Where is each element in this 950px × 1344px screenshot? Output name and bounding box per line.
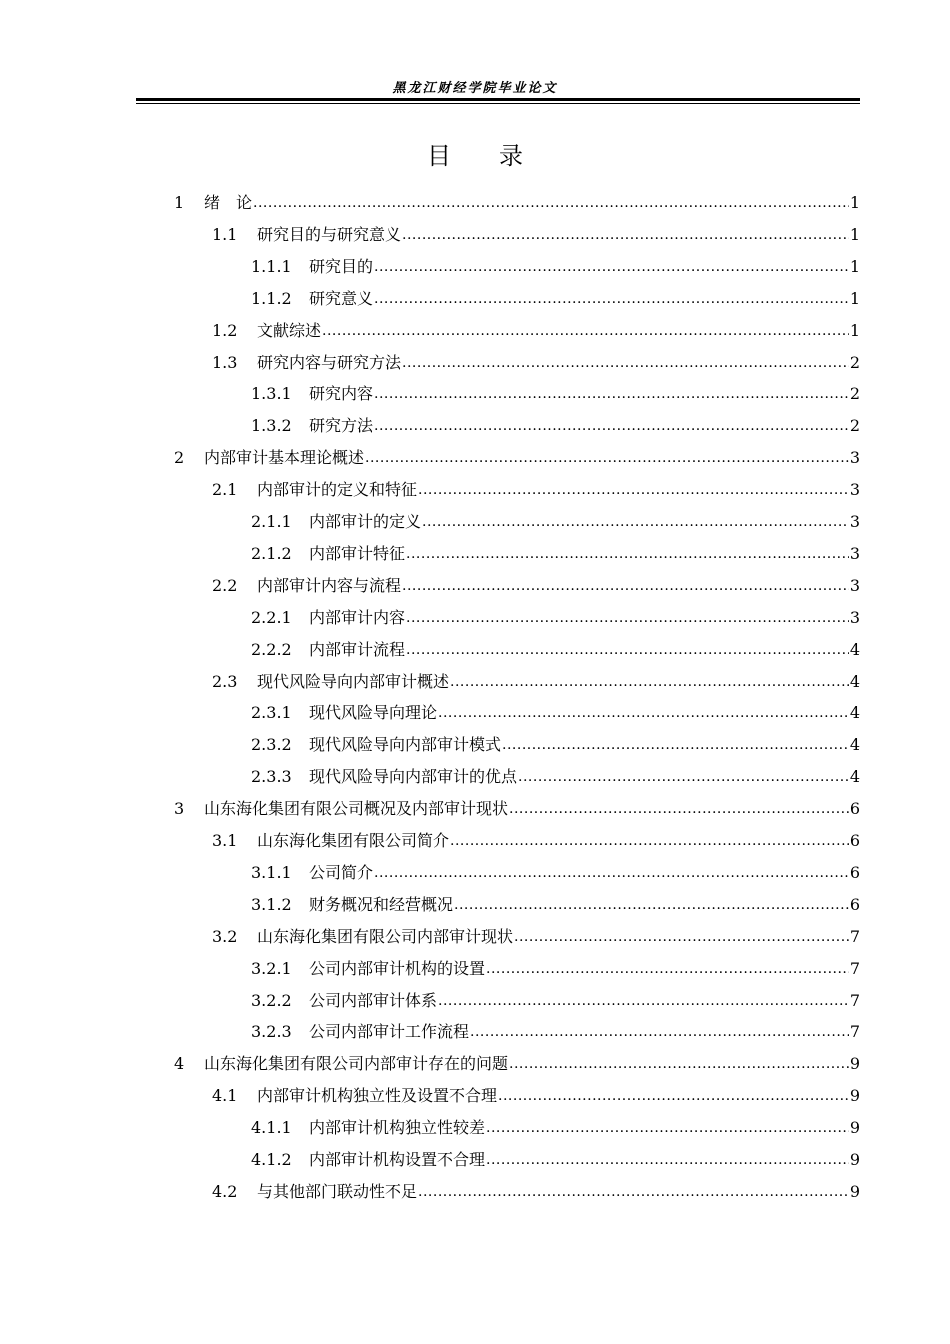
toc-entry[interactable]	[174, 793, 860, 825]
toc-leader-dots	[406, 538, 849, 570]
toc-entry-number: 3.2.3	[251, 1022, 292, 1042]
toc-entry-number: 2.1	[212, 480, 238, 500]
toc-entry-number: 1.3.1	[251, 384, 292, 404]
toc-entry-page: 3	[849, 575, 860, 595]
toc-entry[interactable]	[174, 1048, 860, 1080]
toc-leader-dots	[365, 442, 849, 474]
toc-entry-page: 4	[849, 639, 860, 659]
toc-entry[interactable]	[251, 378, 860, 410]
toc-entry-number: 2	[174, 448, 185, 468]
toc-entry[interactable]	[251, 634, 860, 666]
toc-heading-left: 目	[427, 142, 451, 170]
toc-heading-right: 录	[499, 142, 523, 170]
toc-entry-number: 2.3.1	[251, 703, 292, 723]
toc-entry[interactable]	[212, 570, 860, 602]
toc-entry[interactable]	[251, 1112, 860, 1144]
toc-entry-number: 2.2.1	[251, 607, 292, 627]
toc-entry-title: 内部审计的定义	[309, 512, 422, 531]
toc-entry-page: 2	[849, 352, 860, 372]
toc-entry-title: 公司简介	[309, 862, 374, 882]
toc-entry-page: 4	[849, 703, 860, 723]
toc-entry-number: 2.3.2	[251, 735, 292, 755]
toc-entry[interactable]	[212, 666, 860, 698]
toc-entry-title: 现代风险导向内部审计模式	[309, 735, 502, 755]
toc-entry[interactable]	[251, 410, 860, 442]
toc-entry-page: 9	[849, 1086, 860, 1106]
toc-leader-dots	[418, 1176, 849, 1208]
toc-leader-dots	[374, 410, 849, 442]
toc-entry-number: 3	[174, 799, 185, 819]
toc-entry-number: 4.1.1	[251, 1118, 292, 1138]
toc-leader-dots	[322, 315, 849, 347]
toc-entry-title: 山东海化集团有限公司内部审计存在的问题	[204, 1054, 509, 1074]
toc-entry-number: 3.1.1	[251, 862, 292, 882]
toc-leader-dots	[422, 506, 849, 538]
toc-entry-page: 9	[849, 1150, 860, 1169]
toc-leader-dots	[406, 634, 849, 666]
header-rule-thick	[136, 98, 860, 101]
toc-entry[interactable]	[251, 283, 860, 315]
toc-entry-title: 内部审计特征	[309, 543, 406, 563]
toc-leader-dots	[502, 729, 849, 761]
toc-leader-dots	[402, 219, 849, 251]
toc-leader-dots	[454, 889, 849, 921]
toc-entry-number: 1.3	[212, 352, 238, 372]
toc-entry-number: 1.2	[212, 320, 238, 340]
toc-entry[interactable]	[212, 219, 860, 251]
toc-leader-dots	[509, 1048, 849, 1080]
toc-entry-title: 公司内部审计体系	[309, 990, 438, 1010]
toc-leader-dots	[374, 857, 849, 889]
toc-entry-number: 3.2.2	[251, 990, 292, 1010]
toc-entry-page: 1	[849, 193, 860, 212]
toc-entry-page: 9	[849, 1118, 860, 1138]
toc-entry[interactable]	[251, 602, 860, 634]
toc-leader-dots	[486, 1144, 849, 1176]
toc-leader-dots	[253, 187, 849, 219]
toc-entry-title: 文献综述	[257, 320, 322, 340]
toc-entry-page: 3	[849, 480, 860, 500]
toc-leader-dots	[374, 378, 849, 410]
toc-entry-page: 1	[849, 320, 860, 340]
toc-entry-title: 研究意义	[309, 288, 374, 308]
toc-entry[interactable]	[251, 985, 860, 1017]
toc-entry-page: 7	[849, 1022, 860, 1042]
toc-entry-number: 2.1.1	[251, 512, 292, 531]
toc-leader-dots	[374, 251, 849, 283]
toc-entry-title: 现代风险导向内部审计的优点	[309, 767, 518, 787]
toc-entry-page: 1	[849, 288, 860, 308]
toc-entry-number: 2.2	[212, 575, 238, 595]
toc-entry-number: 1.1.1	[251, 256, 292, 276]
toc-entry-title: 现代风险导向内部审计概述	[257, 671, 450, 691]
toc-entry-title: 山东海化集团有限公司内部审计现状	[257, 926, 514, 946]
toc-entry-page: 6	[849, 831, 860, 850]
toc-entry[interactable]	[251, 506, 860, 538]
toc-entry[interactable]	[212, 1080, 860, 1112]
toc-entry-title: 研究内容与研究方法	[257, 352, 402, 372]
toc-entry-title: 研究目的与研究意义	[257, 224, 402, 244]
toc-entry-title: 内部审计机构独立性及设置不合理	[257, 1086, 498, 1106]
toc-entry-page: 2	[849, 384, 860, 404]
toc-leader-dots	[418, 474, 849, 506]
toc-entry[interactable]	[251, 953, 860, 985]
toc-entry-page: 9	[849, 1054, 860, 1074]
toc-entry-title: 山东海化集团有限公司概况及内部审计现状	[204, 799, 509, 819]
toc-leader-dots	[450, 666, 849, 698]
toc-entry-title: 内部审计基本理论概述	[204, 448, 365, 468]
toc-leader-dots	[514, 921, 849, 953]
toc-heading	[0, 136, 950, 171]
toc-entry-number: 4.1	[212, 1086, 238, 1106]
toc-entry-number: 2.1.2	[251, 543, 292, 563]
toc-entry[interactable]	[251, 857, 860, 889]
toc-leader-dots	[402, 570, 849, 602]
toc-entry-title: 研究方法	[309, 416, 374, 436]
toc-leader-dots	[470, 1016, 849, 1048]
toc-entry-page: 7	[849, 958, 860, 978]
toc-entry[interactable]	[174, 187, 860, 219]
toc-leader-dots	[509, 793, 849, 825]
toc-entry[interactable]	[174, 442, 860, 474]
toc-entry-page: 1	[849, 224, 860, 244]
toc-leader-dots	[498, 1080, 849, 1112]
toc-entry-title: 与其他部门联动性不足	[257, 1181, 418, 1201]
toc-entry-number: 1.3.2	[251, 416, 292, 436]
toc-leader-dots	[486, 1112, 849, 1144]
toc-entry-page: 4	[849, 671, 860, 691]
toc-entry-title: 公司内部审计工作流程	[309, 1022, 470, 1042]
toc-entry[interactable]	[251, 251, 860, 283]
toc-entry[interactable]	[251, 538, 860, 570]
toc-entry-title: 绪 论	[204, 193, 253, 212]
toc-entry[interactable]	[212, 315, 860, 347]
toc-entry-title: 现代风险导向理论	[309, 703, 438, 723]
toc-entry-page: 6	[849, 862, 860, 882]
toc-leader-dots	[406, 602, 849, 634]
toc-entry-page: 3	[849, 512, 860, 531]
header-rule-thin	[136, 103, 860, 104]
toc-entry-number: 1	[174, 193, 185, 212]
toc-entry-page: 4	[849, 767, 860, 787]
toc-entry-title: 内部审计的定义和特征	[257, 480, 418, 500]
toc-entry-page: 6	[849, 799, 860, 819]
toc-entry-title: 内部审计机构独立性较差	[309, 1118, 486, 1138]
toc-entry-number: 3.1	[212, 831, 238, 850]
toc-entry[interactable]	[212, 474, 860, 506]
toc-entry-page: 4	[849, 735, 860, 755]
toc-entry-number: 3.2	[212, 926, 238, 946]
toc-entry-number: 4.2	[212, 1181, 238, 1201]
toc-leader-dots	[374, 283, 849, 315]
toc-entry[interactable]	[212, 825, 860, 857]
toc-entry-number: 1.1	[212, 224, 238, 244]
toc-entry-page: 3	[849, 543, 860, 563]
running-header: 黑龙江财经学院毕业论文	[392, 81, 558, 96]
toc-entry-title: 内部审计流程	[309, 639, 406, 659]
toc-entry[interactable]	[251, 1016, 860, 1048]
toc-entry-number: 4.1.2	[251, 1150, 292, 1169]
toc-entry-number: 3.1.2	[251, 894, 292, 914]
toc-leader-dots	[518, 761, 849, 793]
toc-entry-page: 9	[849, 1181, 860, 1201]
toc-entry[interactable]	[212, 1176, 860, 1208]
toc-entry-number: 4	[174, 1054, 185, 1074]
toc-leader-dots	[486, 953, 849, 985]
toc-entry-number: 2.3.3	[251, 767, 292, 787]
toc-entry[interactable]	[251, 697, 860, 729]
toc-entry-page: 2	[849, 416, 860, 436]
toc-entry-title: 财务概况和经营概况	[309, 894, 454, 914]
toc-leader-dots	[438, 985, 849, 1017]
toc-entry[interactable]	[251, 761, 860, 793]
toc-entry-page: 7	[849, 926, 860, 946]
toc-entry-number: 3.2.1	[251, 958, 292, 978]
toc-entry-title: 山东海化集团有限公司简介	[257, 831, 450, 850]
toc-entry-page: 3	[849, 448, 860, 468]
toc-entry-number: 2.2.2	[251, 639, 292, 659]
toc-entry-number: 2.3	[212, 671, 238, 691]
toc-entry[interactable]	[212, 921, 860, 953]
toc-entry-title: 内部审计机构设置不合理	[309, 1150, 486, 1169]
toc-leader-dots	[438, 697, 849, 729]
toc-entry-page: 7	[849, 990, 860, 1010]
toc-entry[interactable]	[212, 347, 860, 379]
toc-entry[interactable]	[251, 889, 860, 921]
toc-entry-number: 1.1.2	[251, 288, 292, 308]
toc-entry-title: 内部审计内容	[309, 607, 406, 627]
toc-entry-title: 内部审计内容与流程	[257, 575, 402, 595]
toc-leader-dots	[450, 825, 849, 857]
toc-entry-page: 6	[849, 894, 860, 914]
toc-entry-page: 1	[849, 256, 860, 276]
toc-leader-dots	[402, 347, 849, 379]
toc-entry-page: 3	[849, 607, 860, 627]
toc-entry[interactable]	[251, 1144, 860, 1176]
toc-entry-title: 研究目的	[309, 256, 374, 276]
toc-entry-title: 公司内部审计机构的设置	[309, 958, 486, 978]
toc-entry[interactable]	[251, 729, 860, 761]
toc-entry-title: 研究内容	[309, 384, 374, 404]
